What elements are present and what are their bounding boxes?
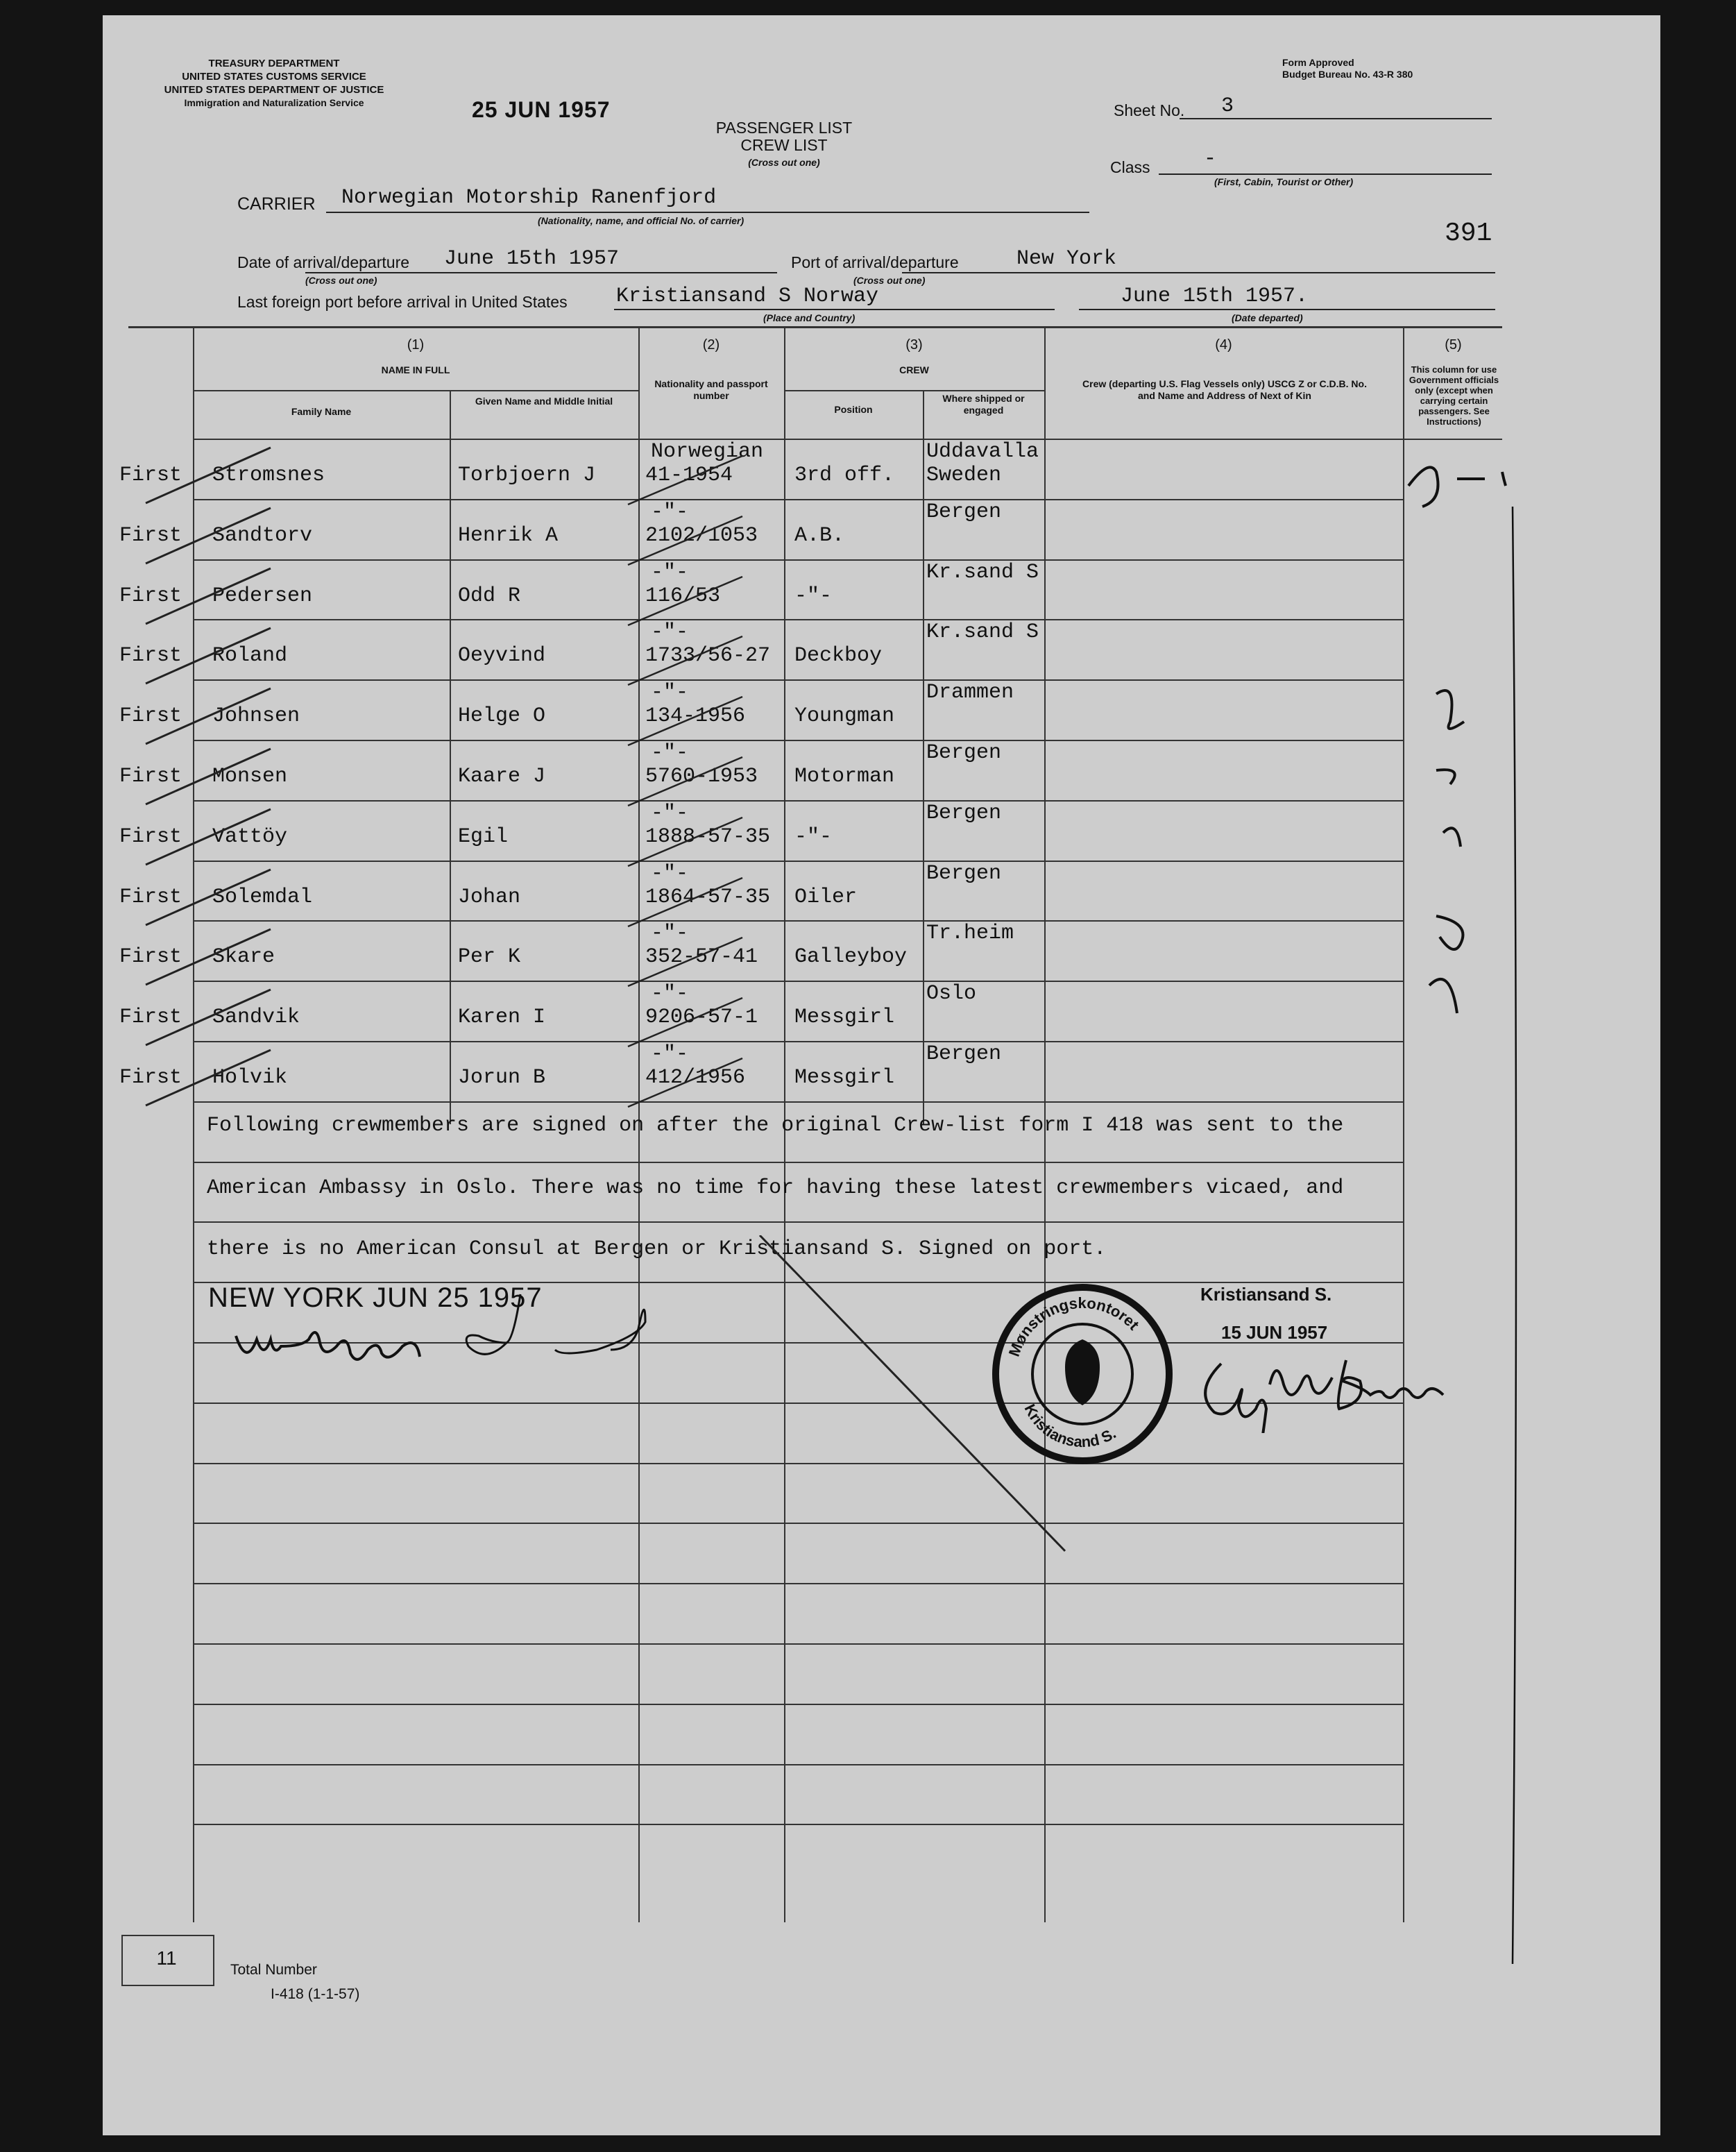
- date-value: June 15th 1957: [444, 247, 620, 271]
- date-departed-value: June 15th 1957.: [1121, 285, 1309, 308]
- class-value: -: [1204, 147, 1217, 171]
- row-nationality: -"-: [651, 862, 689, 886]
- agency-line-3: UNITED STATES DEPARTMENT OF JUSTICE: [164, 84, 384, 96]
- row-check-mark: [139, 565, 278, 627]
- row-nationality: -"-: [651, 922, 689, 945]
- row-tick-mark: [624, 994, 749, 1050]
- col3-position-header: Position: [834, 404, 873, 415]
- row-check-mark: [139, 986, 278, 1049]
- col3-title: CREW: [899, 364, 929, 375]
- row-given-name: Jorun B: [458, 1066, 546, 1090]
- row-check-mark: [139, 866, 278, 929]
- row-check-mark: [139, 806, 278, 868]
- row-check-mark: [139, 444, 278, 507]
- row-shipped: Bergen: [926, 1042, 1002, 1066]
- row-given-name: Torbjoern J: [458, 464, 596, 487]
- row-tick-mark: [624, 814, 749, 870]
- row-line: [193, 619, 1403, 620]
- row-shipped-2: Sweden: [926, 464, 1002, 487]
- agency-line-1: TREASURY DEPARTMENT: [208, 58, 340, 69]
- col1-number: (1): [407, 337, 425, 353]
- row-class: First: [119, 704, 182, 728]
- row-nationality: -"-: [651, 1042, 689, 1066]
- row-shipped: Kr.sand S: [926, 620, 1039, 644]
- col4-title: Crew (departing U.S. Flag Vessels only) USCG Z or C.D.B. No. and Name and Address of Next of Kin: [1082, 378, 1367, 401]
- row-line: [193, 679, 1403, 681]
- row-shipped: Kr.sand S: [926, 561, 1039, 584]
- date-crossout-hint: (Cross out one): [305, 275, 377, 286]
- row-family-name: Sandvik: [212, 1006, 300, 1029]
- row-check-mark: [139, 685, 278, 747]
- row-family-name: Pedersen: [212, 584, 313, 608]
- row-line: [193, 1162, 1403, 1163]
- row-shipped: Bergen: [926, 802, 1002, 825]
- class-hint: (First, Cabin, Tourist or Other): [1214, 176, 1354, 187]
- sheet-label: Sheet No.: [1114, 101, 1185, 119]
- row-line: [193, 800, 1403, 802]
- row-line: [193, 1704, 1403, 1705]
- row-class: First: [119, 1006, 182, 1029]
- row-given-name: Odd R: [458, 584, 521, 608]
- class-label: Class: [1110, 158, 1150, 176]
- row-class: First: [119, 825, 182, 849]
- row-shipped: Bergen: [926, 862, 1002, 886]
- row-class: First: [119, 1066, 182, 1090]
- title-crossout-hint: (Cross out one): [748, 157, 820, 168]
- row-given-name: Oeyvind: [458, 644, 546, 668]
- row-tick-mark: [624, 452, 749, 508]
- row-line: [193, 1221, 1403, 1223]
- row-passport: 1864-57-35: [645, 886, 771, 909]
- agency-line-2: UNITED STATES CUSTOMS SERVICE: [182, 71, 366, 83]
- row-position: 3rd off.: [794, 464, 895, 487]
- row-line: [193, 740, 1403, 741]
- row-check-mark: [139, 1047, 278, 1109]
- row-given-name: Kaare J: [458, 765, 546, 788]
- row-passport: 1888-57-35: [645, 825, 771, 849]
- row-family-name: Roland: [212, 644, 288, 668]
- date-stamp: 25 JUN 1957: [472, 97, 611, 122]
- title-crew-list: CREW LIST: [740, 136, 828, 154]
- col3-number: (3): [905, 337, 923, 353]
- row-passport: 412/1956: [645, 1066, 746, 1090]
- row-tick-mark: [624, 513, 749, 568]
- row-class: First: [119, 524, 182, 548]
- signature-left: [229, 1287, 673, 1378]
- row-nationality: -"-: [651, 982, 689, 1006]
- row-class: First: [119, 584, 182, 608]
- row-nationality: -"-: [651, 741, 689, 765]
- ny-stamp: NEW YORK JUN 25 1957: [208, 1282, 543, 1313]
- row-family-name: Skare: [212, 945, 275, 969]
- agency-block: [125, 57, 423, 110]
- row-line: [193, 920, 1403, 922]
- row-given-name: Per K: [458, 945, 521, 969]
- carrier-hint: (Nationality, name, and official No. of carrier): [538, 215, 744, 226]
- row-class: First: [119, 464, 182, 487]
- row-shipped: Uddavalla: [926, 440, 1039, 464]
- row-passport: 352-57-41: [645, 945, 758, 969]
- col5-number: (5): [1445, 337, 1462, 353]
- row-line: [193, 1764, 1403, 1765]
- row-check-mark: [139, 745, 278, 808]
- port-value: New York: [1016, 247, 1117, 271]
- total-number-label: Total Number: [230, 1962, 317, 1978]
- row-nationality: -"-: [651, 561, 689, 584]
- row-position: Motorman: [794, 765, 895, 788]
- total-number-value: 11: [156, 1947, 177, 1969]
- row-line: [193, 499, 1403, 500]
- kr-stamp-place: Kristiansand S.: [1200, 1284, 1332, 1305]
- carrier-label: CARRIER: [237, 194, 316, 214]
- row-check-mark: [139, 625, 278, 687]
- seal-top-text: Mønstringskontoret: [1005, 1294, 1143, 1359]
- form-approved: [1282, 57, 1413, 81]
- col1-family-header: Family Name: [291, 406, 352, 417]
- row-check-mark: [139, 926, 278, 988]
- date-departed-hint: (Date departed): [1232, 312, 1303, 323]
- row-position: Messgirl: [794, 1066, 895, 1090]
- row-tick-mark: [624, 693, 749, 749]
- row-position: -"-: [794, 584, 833, 608]
- last-port-value: Kristiansand S Norway: [616, 285, 879, 308]
- sheet-number: 3: [1221, 94, 1234, 118]
- row-position: Messgirl: [794, 1006, 895, 1029]
- row-given-name: Karen I: [458, 1006, 546, 1029]
- row-passport: 9206-57-1: [645, 1006, 758, 1029]
- row-line: [193, 1101, 1403, 1103]
- row-line: [193, 1824, 1403, 1825]
- row-passport: 5760-1953: [645, 765, 758, 788]
- row-passport: 1733/56-27: [645, 644, 771, 668]
- row-passport: 41-1954: [645, 464, 733, 487]
- row-class: First: [119, 945, 182, 969]
- row-line: [193, 861, 1403, 862]
- row-family-name: Solemdal: [212, 886, 313, 909]
- row-position: Oiler: [794, 886, 858, 909]
- row-tick-mark: [624, 754, 749, 809]
- row-class: First: [119, 644, 182, 668]
- row-family-name: Johnsen: [212, 704, 300, 728]
- port-label: Port of arrival/departure: [791, 253, 959, 271]
- form-approved-line-2: Budget Bureau No. 43-R 380: [1282, 69, 1413, 80]
- row-shipped: Drammen: [926, 681, 1014, 704]
- row-given-name: Johan: [458, 886, 521, 909]
- row-nationality: -"-: [651, 500, 689, 524]
- column5-annotations: [1395, 444, 1533, 1992]
- row-passport: 2102/1053: [645, 524, 758, 548]
- row-nationality: Norwegian: [651, 440, 764, 464]
- page-number: 391: [1445, 219, 1492, 248]
- row-line: [193, 981, 1403, 982]
- row-position: Deckboy: [794, 644, 883, 668]
- row-passport: 116/53: [645, 584, 721, 608]
- row-tick-mark: [624, 934, 749, 990]
- row-given-name: Egil: [458, 825, 509, 849]
- row-position: A.B.: [794, 524, 845, 548]
- row-position: -"-: [794, 825, 833, 849]
- row-family-name: Stromsnes: [212, 464, 325, 487]
- col4-number: (4): [1215, 337, 1232, 353]
- row-shipped: Bergen: [926, 741, 1002, 765]
- title-passenger-list: PASSENGER LIST: [715, 119, 853, 137]
- row-shipped: Oslo: [926, 982, 977, 1006]
- row-line: [193, 1643, 1403, 1645]
- row-tick-mark: [624, 1055, 749, 1110]
- row-shipped: Tr.heim: [926, 922, 1014, 945]
- col1-title: NAME IN FULL: [381, 364, 450, 375]
- row-class: First: [119, 765, 182, 788]
- row-shipped: Bergen: [926, 500, 1002, 524]
- last-port-hint: (Place and Country): [763, 312, 856, 323]
- row-tick-mark: [624, 633, 749, 688]
- col5-title: This column for use Government officials only (except when carrying certain passengers. See Instructions): [1409, 364, 1499, 427]
- row-family-name: Sandtorv: [212, 524, 313, 548]
- date-label: Date of arrival/departure: [237, 253, 410, 271]
- carrier-value: Norwegian Motorship Ranenfjord: [341, 186, 717, 210]
- col2-number: (2): [702, 337, 720, 353]
- last-port-label: Last foreign port before arrival in United States: [237, 293, 568, 311]
- form-title: [680, 119, 888, 171]
- row-passport: 134-1956: [645, 704, 746, 728]
- port-crossout-hint: (Cross out one): [853, 275, 926, 286]
- seal-bottom-text: Kristiansand S.: [1021, 1401, 1119, 1451]
- row-given-name: Helge O: [458, 704, 546, 728]
- row-position: Galleyboy: [794, 945, 908, 969]
- form-approved-line-1: Form Approved: [1282, 57, 1354, 68]
- row-nationality: -"-: [651, 681, 689, 704]
- diagonal-strike: [694, 1235, 1082, 1561]
- note-line-1: Following crewmembers are signed on after the original Crew-list form I 418 was sent to the: [207, 1114, 1344, 1137]
- row-check-mark: [139, 505, 278, 567]
- note-line-3: there is no American Consul at Bergen or Kristiansand S. Signed on port.: [207, 1237, 1107, 1261]
- row-nationality: -"-: [651, 620, 689, 644]
- row-family-name: Vattöy: [212, 825, 288, 849]
- row-family-name: Monsen: [212, 765, 288, 788]
- note-line-2: American Ambassy in Oslo. There was no time for having these latest crewmembers vicaed, and: [207, 1176, 1344, 1200]
- row-given-name: Henrik A: [458, 524, 559, 548]
- row-line: [193, 1041, 1403, 1042]
- kr-stamp-date: 15 JUN 1957: [1221, 1322, 1328, 1343]
- form-number: I-418 (1-1-57): [271, 1986, 360, 2002]
- row-line: [193, 559, 1403, 561]
- row-line: [193, 1583, 1403, 1584]
- col2-title: Nationality and passport number: [654, 378, 768, 401]
- col3-shipped-header: Where shipped or engaged: [942, 393, 1025, 416]
- col1-given-header: Given Name and Middle Initial: [475, 396, 613, 407]
- row-nationality: -"-: [651, 802, 689, 825]
- agency-line-4: Immigration and Naturalization Service: [184, 97, 364, 108]
- row-position: Youngman: [794, 704, 895, 728]
- row-family-name: Holvik: [212, 1066, 288, 1090]
- row-class: First: [119, 886, 182, 909]
